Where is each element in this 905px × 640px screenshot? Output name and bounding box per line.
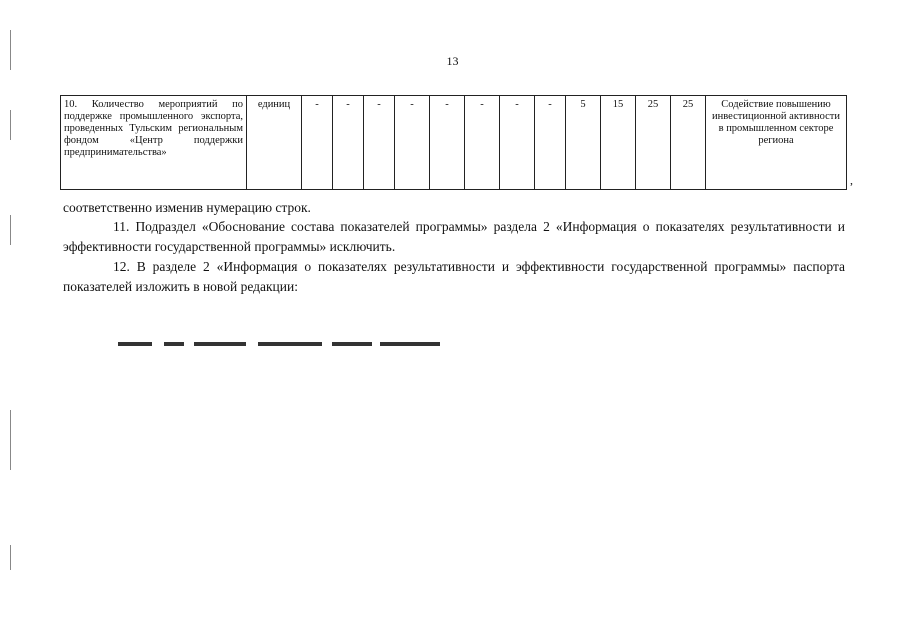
value-cell: 25 [636,96,671,190]
paragraph-renumber: соответственно изменив нумерацию строк. [63,200,311,215]
table-row [61,96,847,190]
value-cell: 25 [671,96,706,190]
value-cell: - [465,96,500,190]
value-cell: 5 [566,96,601,190]
scan-artifact [10,110,11,140]
scan-artifact [10,545,11,570]
trailing-comma: , [850,173,853,187]
scan-artifact [10,410,11,470]
unit-cell: единиц [247,96,302,190]
value-cell: - [395,96,430,190]
value-cell: - [302,96,333,190]
goal-cell: Содействие повышению инвестиционной активности в промышленном секторе региона [706,96,847,190]
value-cell: 15 [601,96,636,190]
cropped-heading-fragment [118,338,440,346]
paragraph-12: 12. В разделе 2 «Информация о показателях результативности и эффективности государственной программы» паспорта показателей изложить в новой редакции: [63,259,845,294]
scan-artifact [10,30,11,70]
value-cell: - [430,96,465,190]
page-number: 13 [446,54,459,68]
scan-artifact [10,215,11,245]
value-cell: - [500,96,535,190]
indicator-table [60,95,847,190]
paragraph-11: 11. Подраздел «Обоснование состава показателей программы» раздела 2 «Информация о показателях результативности и эффективности государственной программы» исключить. [63,219,845,254]
indicator-name-cell: 10. Количество мероприятий по поддержке промышленного экспорта, проведенных Тульским региональным фондом «Центр поддержки предпринимательства» [61,96,247,190]
value-cell: - [535,96,566,190]
value-cell: - [333,96,364,190]
value-cell: - [364,96,395,190]
